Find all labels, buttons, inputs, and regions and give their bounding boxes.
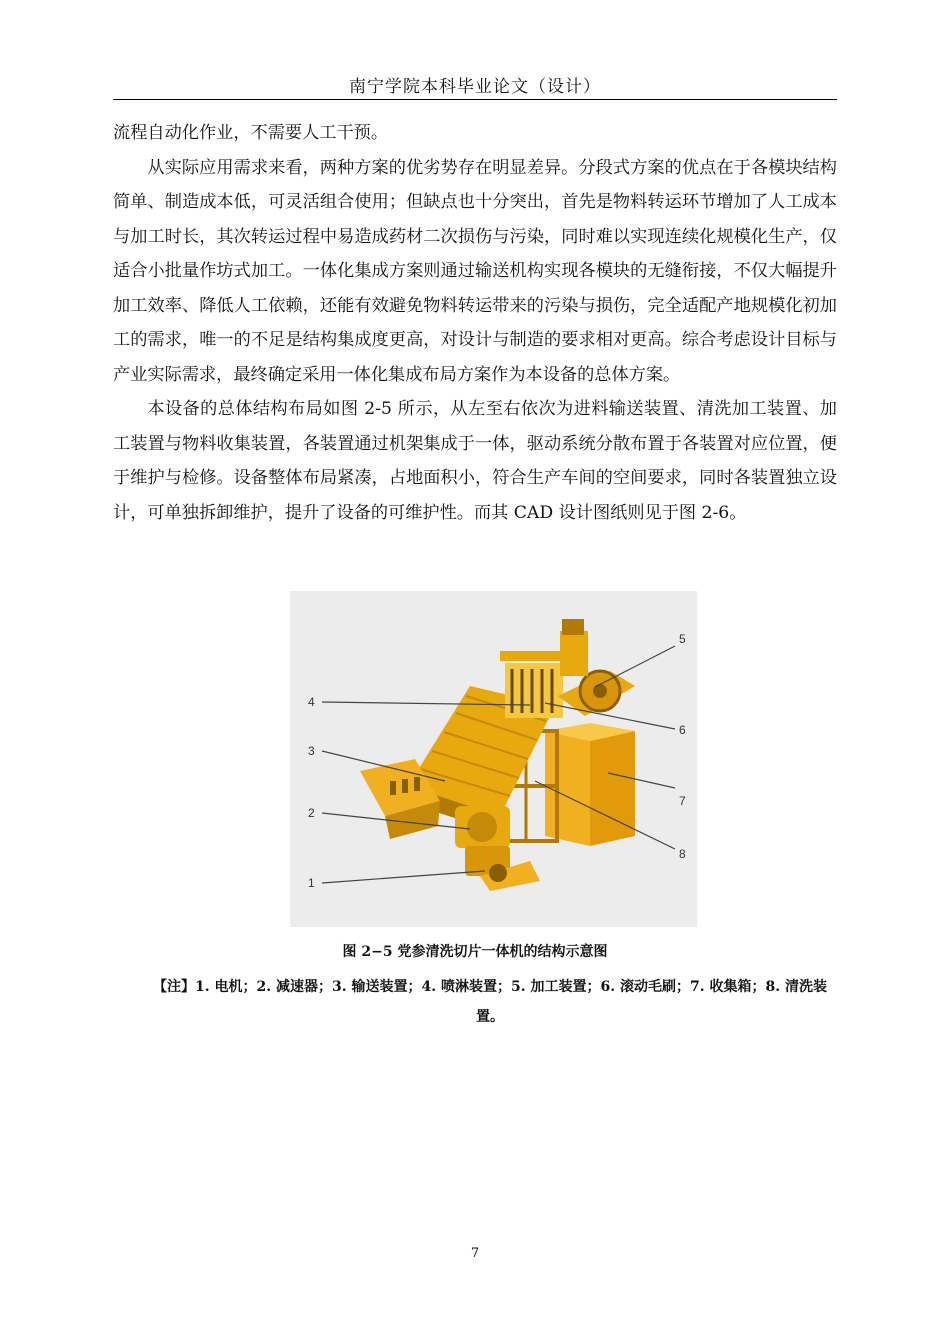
callout-1: 1 <box>308 876 315 890</box>
running-header: 南宁学院本科毕业论文（设计） <box>349 77 601 97</box>
header-rule <box>113 99 837 100</box>
figure-note: 【注】1. 电机；2. 减速器；3. 输送装置；4. 喷淋装置；5. 加工装置；6. 滚动毛刷；7. 收集箱；8. 清洗装置。 <box>153 979 827 1025</box>
callout-2: 2 <box>308 806 315 820</box>
figure-caption: 图 2−5 党参清洗切片一体机的结构示意图 <box>342 944 608 960</box>
paragraph-comparison: 从实际应用需求来看，两种方案的优劣势存在明显差异。分段式方案的优点在于各模块结构简单、制造成本低，可灵活组合使用；但缺点也十分突出，首先是物料转运环节增加了人工成本与加工时长，其次转运过程中易造成药材二次损伤与污染，同时难以实现连续化规模化生产，仅适合小批量作坊式加工。一体化集成方案则通过输送机构实现各模块的无缝衔接，不仅大幅提升加工效率、降低人工依赖，还能有效避免物料转运带来的污染与损伤，完全适配产地规模化初加工的需求，唯一的不足是结构集成度更高，对设计与制造的要求相对更高。综合考虑设计目标与产业实际需求，最终确定采用一体化集成布局方案作为本设备的总体方案。 <box>113 157 837 385</box>
machine-illustration <box>290 591 697 927</box>
body-text <box>113 116 837 530</box>
page-number: 7 <box>470 1246 480 1261</box>
paragraph-continuation: 流程自动化作业，不需要人工干预。 <box>113 123 389 143</box>
callout-7: 7 <box>679 794 686 808</box>
callout-8: 8 <box>679 847 686 861</box>
callout-6: 6 <box>679 723 686 737</box>
callout-5: 5 <box>679 632 686 646</box>
figure-machine-structure <box>290 591 697 927</box>
callout-4: 4 <box>308 695 315 709</box>
callout-3: 3 <box>308 744 315 758</box>
paragraph-layout: 本设备的总体结构布局如图 2-5 所示，从左至右依次为进料输送装置、清洗加工装置、加工装置与物料收集装置，各装置通过机架集成于一体，驱动系统分散布置于各装置对应位置，便于维护与检修。设备整体布局紧凑，占地面积小，符合生产车间的空间要求，同时各装置独立设计，可单独拆卸维护，提升了设备的可维护性。而其 CAD 设计图纸则见于图 2-6。 <box>113 399 837 523</box>
